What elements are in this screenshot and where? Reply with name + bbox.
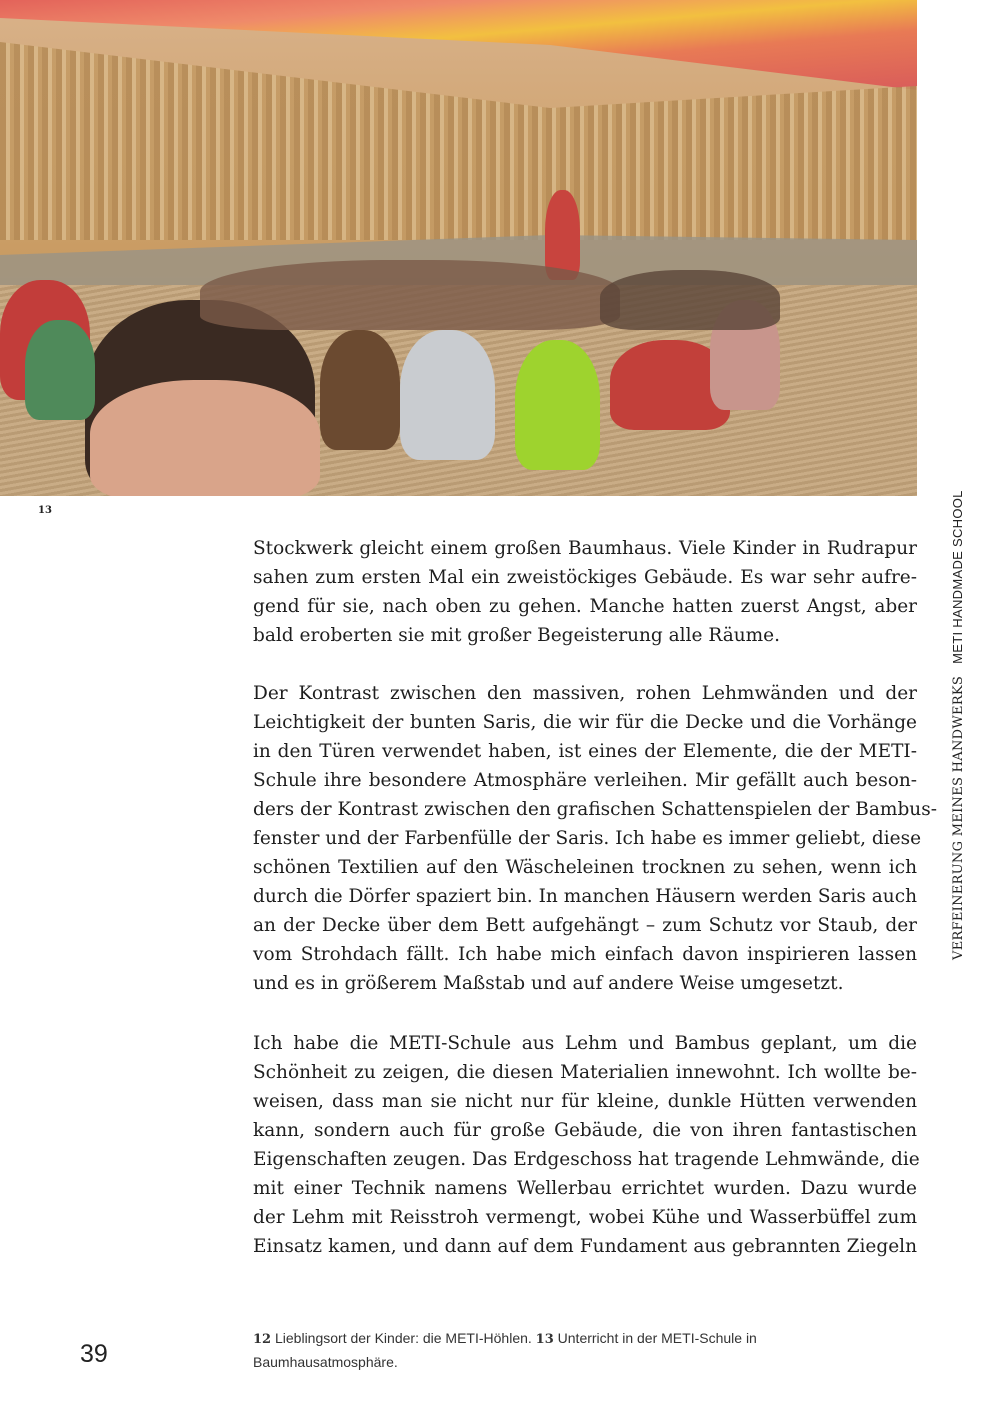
caption-number-13: 13 [535, 1332, 554, 1347]
text-line: und es in größerem Maßstab und auf andere Weise umgesetzt. [253, 973, 844, 994]
text-line: Schönheit zu zeigen, die diesen Materialien innewohnt. Ich wollte be- [253, 1062, 917, 1083]
caption-number-12: 12 [253, 1332, 272, 1347]
text-line: an der Decke über dem Bett aufgehängt – zum Schutz vor Staub, der [253, 915, 917, 936]
text-line: schönen Textilien auf den Wäscheleinen trocknen zu sehen, wenn ich [253, 857, 917, 878]
text-line: Stockwerk gleicht einem großen Baumhaus. Viele Kinder in Rudrapur [253, 538, 917, 559]
running-head [950, 490, 966, 960]
text-line: mit einer Technik namens Wellerbau errichtet wurden. Dazu wurde [253, 1178, 917, 1199]
text-line: ders der Kontrast zwischen den grafischen Schattenspielen der Bambus- [253, 799, 937, 820]
text-line: Schule ihre besondere Atmosphäre verleihen. Mir gefällt auch beson- [253, 770, 917, 791]
text-line: kann, sondern auch für große Gebäude, die von ihren fantastischen [253, 1120, 917, 1141]
text-line: der Lehm mit Reisstroh vermengt, wobei Kühe und Wasserbüffel zum [253, 1207, 917, 1228]
text-line: bald eroberten sie mit großer Begeisterung alle Räume. [253, 625, 781, 646]
paragraph-1 [253, 534, 917, 650]
caption-text-13: Unterricht in der METI-Schule in Baumhausatmosphäre. [253, 1330, 757, 1370]
text-line: Eigenschaften zeugen. Das Erdgeschoss hat tragende Lehmwände, die [253, 1149, 920, 1170]
text-line: weisen, dass man sie nicht nur für kleine, dunkle Hütten verwenden [253, 1091, 917, 1112]
text-line: in den Türen verwendet haben, ist eines der Elemente, die der METI- [253, 741, 917, 762]
text-line: sahen zum ersten Mal ein zweistöckiges Gebäude. Es war sehr aufre- [253, 567, 917, 588]
paragraph-2 [253, 679, 937, 998]
text-line: durch die Dörfer spaziert bin. In manchen Häusern werden Saris auch [253, 886, 917, 907]
text-line: gend für sie, nach oben zu gehen. Manche hatten zuerst Angst, aber [253, 596, 917, 617]
children-circle [0, 240, 917, 470]
text-line: Einsatz kamen, und dann auf dem Fundament aus gebrannten Ziegeln [253, 1236, 917, 1257]
figure-caption [253, 1327, 873, 1373]
text-line: vom Strohdach fällt. Ich habe mich einfach davon inspirieren lassen [253, 944, 917, 965]
text-line: Der Kontrast zwischen den massiven, rohen Lehmwänden und der [253, 683, 917, 704]
text-line: Leichtigkeit der bunten Saris, die wir für die Decke und die Vorhänge [253, 712, 917, 733]
section-title: METI HANDMADE SCHOOL [950, 490, 965, 664]
text-line: Ich habe die METI-Schule aus Lehm und Bambus geplant, um die [253, 1033, 917, 1054]
classroom-photo [0, 0, 917, 496]
text-line: fenster und der Farbenfülle der Saris. Ich habe es immer geliebt, diese [253, 828, 922, 849]
chapter-title: VERFEINERUNG MEINES HANDWERKS [951, 675, 966, 960]
paragraph-3 [253, 1029, 920, 1261]
figure-number: 13 [38, 505, 52, 516]
page-number: 39 [80, 1340, 108, 1368]
caption-text-12: Lieblingsort der Kinder: die METI-Höhlen. [274, 1330, 532, 1346]
